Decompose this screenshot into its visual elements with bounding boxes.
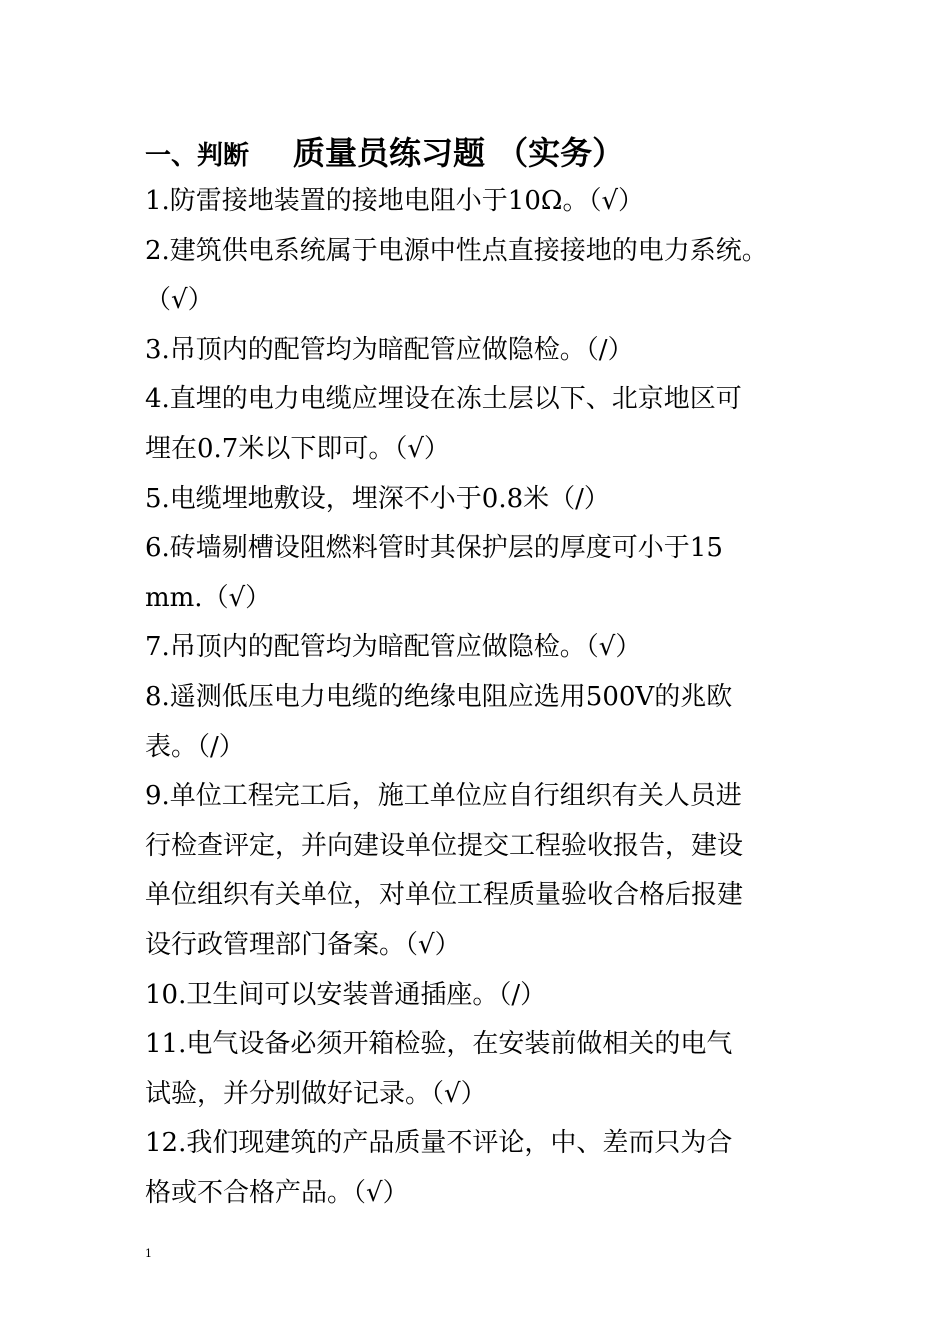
text-line: 12.我们现建筑的产品质量不评论，中、差而只为合: [145, 1128, 733, 1159]
text-line: 1.防雷接地装置的接地电阻小于10Ω。（√）: [145, 186, 645, 216]
text-line: 3.吊顶内的配管均为暗配管应做隐检。（/）: [145, 334, 634, 365]
text-line: mm.（√）: [145, 582, 272, 613]
text-line: 9.单位工程完工后，施工单位应自行组织有关人员进: [145, 781, 742, 812]
text-line: （√）: [145, 285, 214, 316]
text-line: 7.吊顶内的配管均为暗配管应做隐检。（√）: [145, 632, 642, 663]
text-line: 2.建筑供电系统属于电源中性点直接接地的电力系统。: [145, 235, 768, 266]
section-label: 一、判断: [145, 141, 250, 171]
text-line: 5.电缆埋地敷设，埋深不小于0.8米（/）: [145, 483, 610, 514]
text-line: 试验，并分别做好记录。（√）: [145, 1078, 487, 1109]
text-line: 10.卫生间可以安装普通插座。（/）: [145, 979, 547, 1010]
text-line: 格或不合格产品。（√）: [145, 1177, 409, 1208]
text-line: 11.电气设备必须开箱检验，在安装前做相关的电气: [145, 1029, 733, 1060]
question-list: [145, 177, 825, 1218]
text-line: 埋在0.7米以下即可。（√）: [145, 433, 450, 464]
page-number: 1: [145, 1247, 152, 1260]
text-line: 表。（/）: [145, 731, 245, 762]
text-line: 设行政管理部门备案。（√）: [145, 929, 461, 960]
page-title: 质量员练习题 （实务）: [293, 134, 625, 172]
text-line: 行检查评定，并向建设单位提交工程验收报告，建设: [145, 830, 744, 861]
text-line: 8.遥测低压电力电缆的绝缘电阻应选用500V的兆欧: [145, 681, 733, 712]
text-line: 单位组织有关单位，对单位工程质量验收合格后报建: [145, 880, 744, 911]
text-line: 4.直埋的电力电缆应埋设在冻土层以下、北京地区可: [145, 384, 742, 415]
heading: [145, 128, 624, 178]
text-line: 6.砖墙剔槽设阻燃料管时其保护层的厚度可小于15: [145, 533, 723, 564]
